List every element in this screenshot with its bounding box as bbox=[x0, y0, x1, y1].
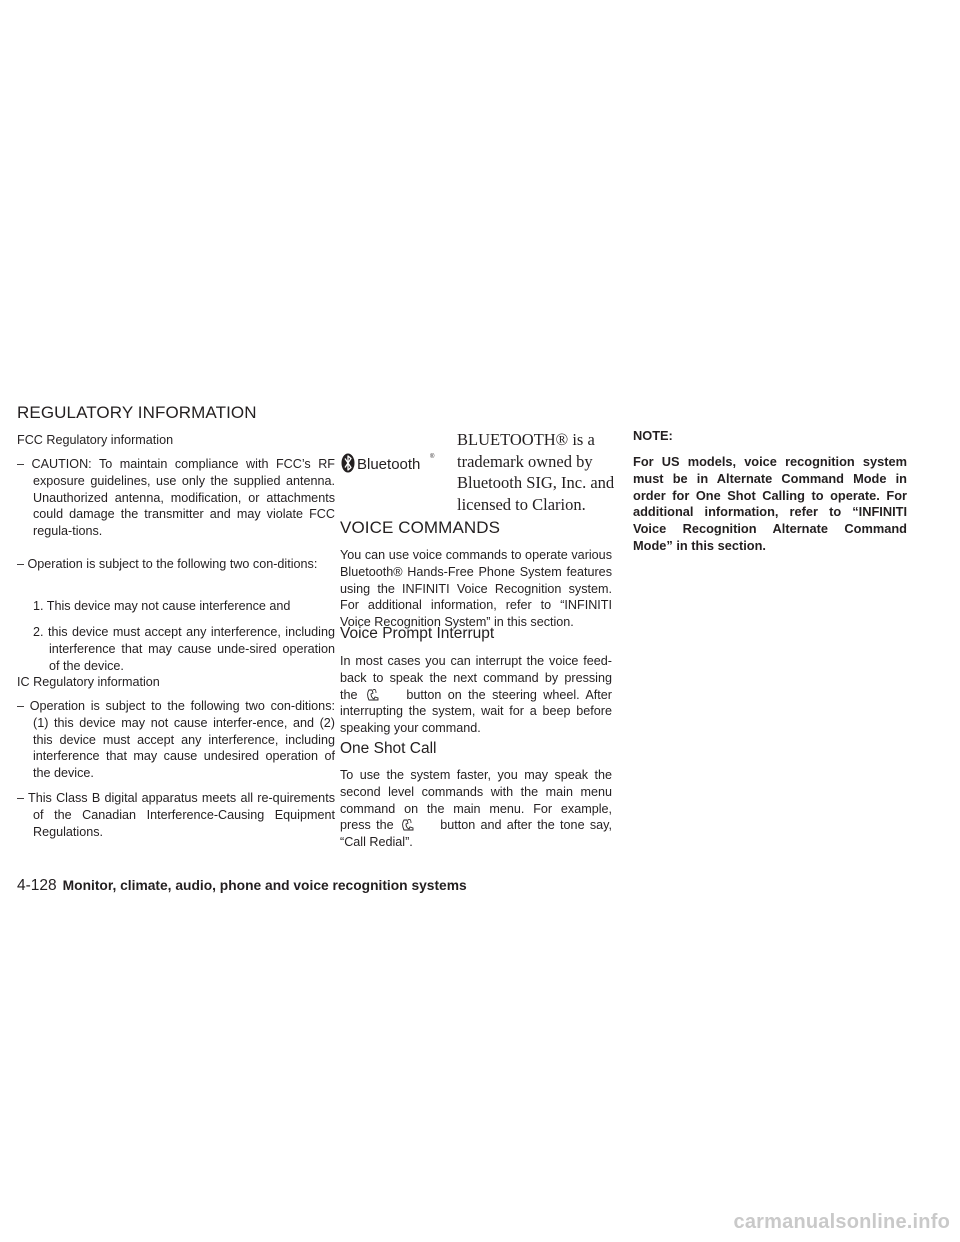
voice-commands-body: You can use voice commands to operate various Bluetooth® Hands-Free Phone System features using the INFINITI Voice Recognition system. For additional information, refer to “INFINITI Voice Recognition System” in this section. bbox=[340, 548, 612, 630]
svg-text:®: ® bbox=[430, 454, 435, 460]
fcc-caution-item: – CAUTION: To maintain compliance with FCC’s RF exposure guidelines, use only the supplied antenna. Unauthorized antenna, modification, or attachments could damage the transmitter and may violate FCC regula-tions. bbox=[17, 457, 335, 539]
note-label: NOTE: bbox=[633, 428, 673, 443]
bluetooth-logo-text: Bluetooth bbox=[357, 456, 421, 473]
fcc-condition-1: 1. This device may not cause interference and bbox=[33, 599, 291, 613]
regulatory-information-title: REGULATORY INFORMATION bbox=[17, 403, 257, 422]
watermark-text: carmanualsonline.info bbox=[733, 1211, 950, 1233]
ic-conditions-item: – Operation is subject to the following two con-ditions: (1) this device may not cause interfer-ence, and (2) this device must accept any interference, including interference that may cause undesired operation of the device. bbox=[17, 699, 335, 781]
note-body: For US models, voice recognition system must be in Alternate Command Mode in order for One Shot Calling to operate. For additional information, refer to “INFINITI Voice Recognition Alternate Command Mode” in this section. bbox=[633, 454, 907, 553]
page-number: 4-128 bbox=[17, 877, 57, 894]
voice-prompt-interrupt-title: Voice Prompt Interrupt bbox=[340, 625, 495, 642]
voice-prompt-interrupt-body bbox=[340, 653, 612, 737]
bluetooth-trademark-statement: BLUETOOTH® is a trademark owned by Bluetooth SIG, Inc. and licensed to Clarion. bbox=[457, 430, 615, 514]
ic-heading: IC Regulatory information bbox=[17, 675, 160, 689]
voice-commands-title: VOICE COMMANDS bbox=[340, 518, 501, 537]
osc-text-after-icon: button and after the tone say, “Call Redial”. bbox=[340, 818, 613, 850]
fcc-conditions-item: – Operation is subject to the following two con-ditions: bbox=[17, 557, 318, 571]
page-footer bbox=[17, 877, 467, 895]
bluetooth-logo bbox=[340, 450, 440, 476]
talk-button-icon bbox=[364, 687, 400, 701]
osc-text-before-icon: To use the system faster, you may speak the second level commands with the main menu command on the main menu. For example, press the bbox=[340, 768, 612, 833]
fcc-heading: FCC Regulatory information bbox=[17, 433, 174, 447]
talk-button-icon bbox=[399, 817, 435, 831]
one-shot-call-title: One Shot Call bbox=[340, 740, 437, 757]
one-shot-call-body bbox=[340, 767, 612, 851]
vpi-text-before-icon: In most cases you can interrupt the voice feed-back to speak the next command by pressing the bbox=[340, 654, 612, 702]
vpi-text-after-icon: button on the steering wheel. After interrupting the system, wait for a beep before speaking your command. bbox=[340, 687, 612, 736]
fcc-condition-2: 2. this device must accept any interference, including interference that may cause unde-sired operation of the device. bbox=[33, 625, 335, 673]
ic-class-b-item: – This Class B digital apparatus meets all re-quirements of the Canadian Interference-Causing Equipment Regulations. bbox=[17, 791, 335, 839]
chapter-title: Monitor, climate, audio, phone and voice recognition systems bbox=[62, 878, 467, 893]
